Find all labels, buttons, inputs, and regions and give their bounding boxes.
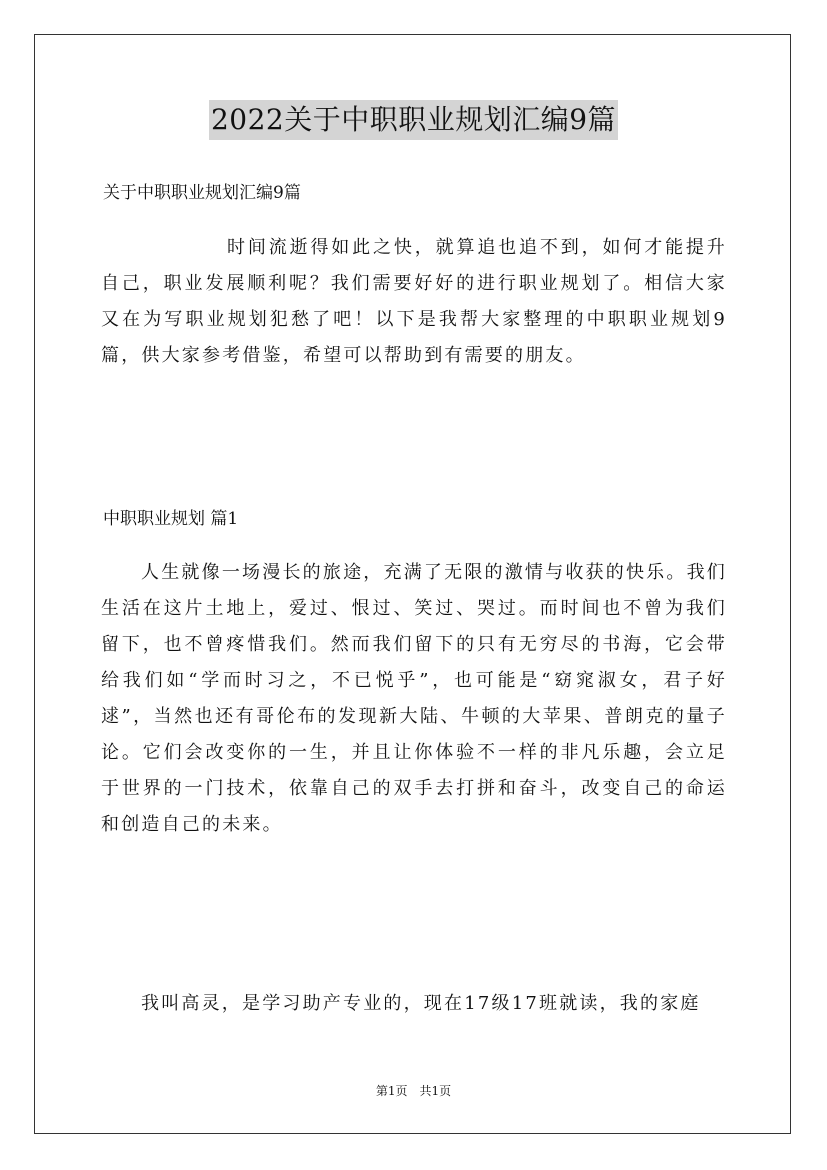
intro-paragraph: 时间流逝得如此之快，就算追也追不到，如何才能提升自己，职业发展顺利呢？我们需要好好的进行职业规划了。相信大家又在为写职业规划犯愁了吧！以下是我帮大家整理的中职职业规划9篇，供大家参考借鉴，希望可以帮助到有需要的朋友。 xyxy=(101,237,727,366)
page-number: 第1页 xyxy=(375,1084,408,1098)
body-paragraph-1: 人生就像一场漫长的旅途，充满了无限的激情与收获的快乐。我们生活在这片土地上，爱过、恨过、笑过、哭过。而时间也不曾为我们留下，也不曾疼惜我们。然而我们留下的只有无穷尽的书海，它会带给我们如“学而时习之，不已悦乎”，也可能是“窈窕淑女，君子好逑”，当然也还有哥伦布的发现新大陆、牛顿的大苹果、普朗克的量子论。它们会改变你的一生，并且让你体验不一样的非凡乐趣，会立足于世界的一门技术，依靠自己的双手去打拼和奋斗，改变自己的命运和创造自己的未来。 xyxy=(101,562,727,835)
page-total: 共1页 xyxy=(419,1084,452,1098)
body-paragraph-2: 我叫高灵，是学习助产专业的，现在17级17班就读，我的家庭 xyxy=(141,993,701,1014)
title-container xyxy=(0,100,827,140)
section-heading: 中职职业规划 篇1 xyxy=(103,509,239,529)
page-footer xyxy=(0,1083,827,1099)
document-subtitle: 关于中职职业规划汇编9篇 xyxy=(103,183,301,203)
document-title: 2022关于中职职业规划汇编9篇 xyxy=(209,100,618,140)
